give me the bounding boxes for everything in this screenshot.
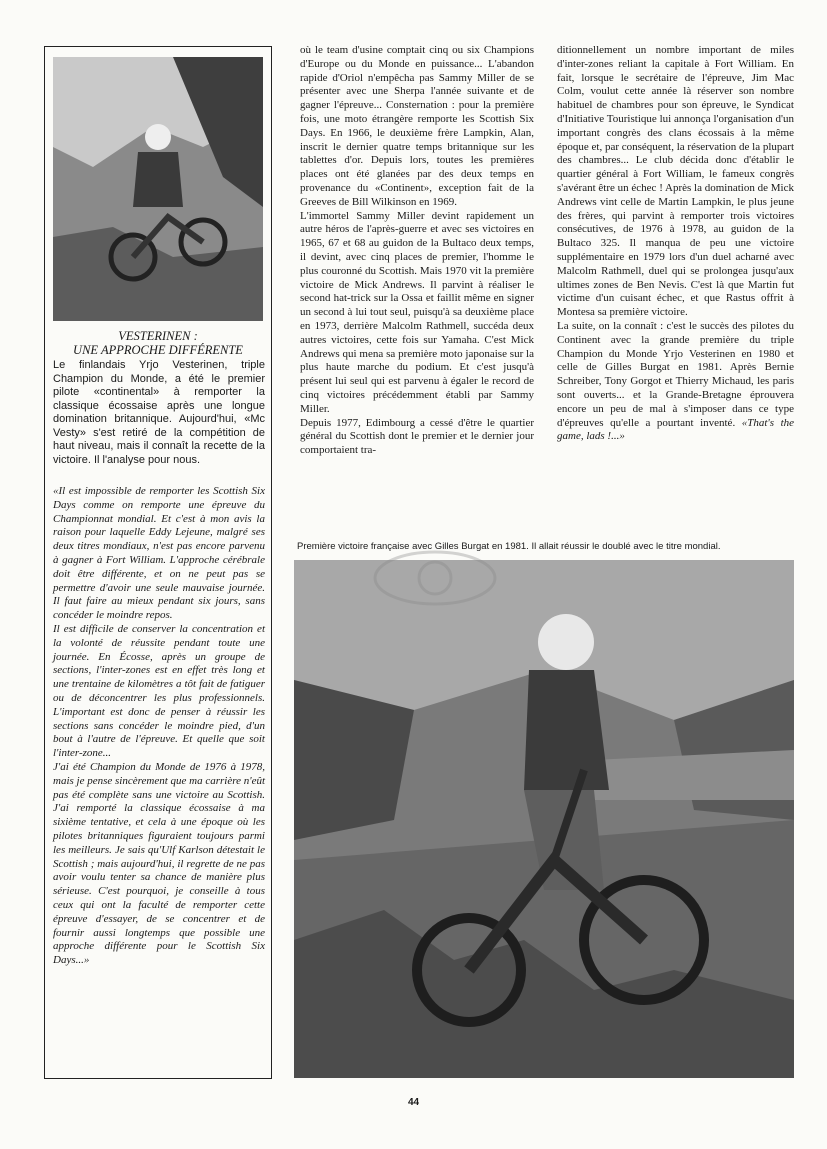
sidebar-intro-text: Le finlandais Yrjo Vesterinen, triple Champion du Monde, a été le premier pilote «continental» à remporter la classique écossaise après une longue domination britannique. Aujourd'hui, «Mc Vesty» s'est retiré de la compétition de haut niveau, mais il connaît la recette de la victoire. Il l'analyse pour nous. xyxy=(53,359,265,466)
col2-paragraph-1: où le team d'usine comptait cinq ou six Champions d'Europe ou du Monde en puissance... L'abandon rapide d'Oriol n'empêcha pas Sammy Miller de se présenter avec une Sherpa l'année suivante et de gagner l'épreuve... Consternation : pour la première fois, une moto étrangère remporte les Scottish Six Days. En 1966, le deuxième frère Lampkin, Alan, inscrit le dernier quatre temps britannique sur les tablettes d'or. Depuis lors, toutes les premières places ont été glanées par des deux temps en provenance du «Continent», exception fait de la Greeves de Bill Wilkinson en 1969. xyxy=(300,44,534,208)
sidebar-title xyxy=(45,329,271,357)
sidebar-box xyxy=(44,46,272,1079)
col2-paragraph-2: L'immortel Sammy Miller devint rapidement un autre héros de l'après-guerre et avec ses victoires en 1965, 67 et 68 au guidon de la Bultaco deux temps, il devint, avec cinq places de premier, l'homme le plus couronné du Scottish. Mais 1970 vit la première victoire de Mick Andrews. Il parvint à réaliser le second hat-trick sur la Ossa et faillit même en signer un second à lui tout seul, puisqu'à sa deuxième place en 1973, derrière Malcolm Rathmell, succéda deux autres victoires, cette fois sur Yamaha. C'est Mick Andrews qui mena sa première moto japonaise sur la plus haute marche du podium. Et c'est jusqu'à présent lui seul qui est parvenu à égaler le record de cinq victoires précédemment établi par Sammy Miller. xyxy=(300,209,534,415)
col3-paragraph-2-text: La suite, on la connaît : c'est le succès des pilotes du Continent avec la grande première du triple Champion du Monde Yrjo Vesterinen en 1980 et celle de Gilles Burgat en 1981. Après Bernie Schreiber, Tony Gorgot et Thierry Michaud, les paris sont ouverts... et la Grande-Bretagne éprouvera encore un peu de mal à s'imposer dans ce type d'épreuves qu'elle a pourtant inventé. xyxy=(557,319,794,429)
quote-paragraph-1: «Il est impossible de remporter les Scottish Six Days comme on remporte une épreuve du Championnat mondial. Et c'est à mon avis la raison pour laquelle Eddy Lejeune, malgré ses deux titres mondiaux, n'est pas encore parvenu à gagner à Fort William. L'approche cérébrale doit être différente, et on ne peut pas se permettre d'avoir une seule mauvaise journée. Il faut faire au mieux pendant six jours, sans concéder le moindre repos. xyxy=(53,485,265,622)
sidebar-quote xyxy=(53,485,265,968)
col3-paragraph-1: ditionnellement un nombre important de miles d'inter-zones reliant la capitale à Fort William. En fait, lorsque le secrétaire de l'épreuve, Jim Mac Colm, voulut cette année là réserver son nombre habituel de chambres pour son épreuve, le Syndicat d'Initiative Touristique lui annonça l'organisation d'un important congrès des clans écossais à la même époque et, par conséquent, la réservation de la plupart des chambres... Le club décida donc d'établir le quartier général à Fort William, le fameux congrès s'avérant être un échec ! Après la domination de Mick Andrews vint celle de Martin Lampkin, le plus jeune des frères, qui parvint à remporter trois victoires consécutives, de 1976 à 1978, au guidon de la Bultaco 325. Il manqua de peu une victoire supplémentaire en 1979 lors d'un duel acharné avec Malcolm Rathmell, duel qui se prolongea jusqu'aux ultimes zones de Ben Nevis. C'est là que Martin fut victime d'un cuisant échec, et que Rastus offrit à Montesa sa première victoire. xyxy=(557,44,795,319)
rider-photo-burgat-illustration xyxy=(294,560,794,1078)
article-column-2 xyxy=(300,44,534,458)
rider-photo-illustration xyxy=(53,57,263,321)
rider-photo-burgat xyxy=(294,560,794,1078)
watermark-logo-icon xyxy=(370,548,500,608)
photo-caption: Première victoire française avec Gilles Burgat en 1981. Il allait réussir le doublé avec le titre mondial. xyxy=(297,541,721,552)
rider-photo-vesterinen xyxy=(53,57,263,321)
sidebar-title-line2: UNE APPROCHE DIFFÉRENTE xyxy=(73,343,243,357)
col2-paragraph-3: Depuis 1977, Edimbourg a cessé d'être le quartier général du Scottish dont le premier et le dernier jour comportaient tra- xyxy=(300,416,534,457)
col3-paragraph-2 xyxy=(557,320,794,444)
article-column-3 xyxy=(557,44,794,444)
sidebar-intro xyxy=(53,359,265,467)
quote-paragraph-2: Il est difficile de conserver la concentration et la volonté de réussite pendant toute une journée. En Écosse, après un groupe de sections, l'inter-zones est en effet très long et une trentaine de kilomètres a tôt fait de fatiguer ou de déconcentrer les plus professionnels. L'important est donc de penser à réussir les sections sans concéder le moindre pied, d'un bout à l'autre de l'épreuve. Et quelle que soit l'inter-zone... xyxy=(53,622,265,760)
page-number: 44 xyxy=(407,1097,420,1108)
quote-paragraph-3: J'ai été Champion du Monde de 1976 à 1978, mais je pense sincèrement que ma carrière n'eût pas été complète sans une victoire au Scottish. J'ai remporté la classique écossaise à ma sixième tentative, et cela à une époque où les pilotes britanniques figuraient toujours parmi les meilleurs. Je sais qu'Ulf Karlson détestait le Scottish ; mais aujourd'hui, il regrette de ne pas avoir voulu tenter sa chance de manière plus sérieuse. C'est pourquoi, je conseille à tous ceux qui ont la faculté de remporter cette épreuve d'essayer, de se concentrer et de fournir aussi longtemps que possible une approche différente pour le Scottish Six Days...» xyxy=(53,760,266,967)
col3-closing-quote: «That's the game, lads !...» xyxy=(557,416,795,443)
sidebar-title-line1: VESTERINEN : xyxy=(118,329,198,343)
